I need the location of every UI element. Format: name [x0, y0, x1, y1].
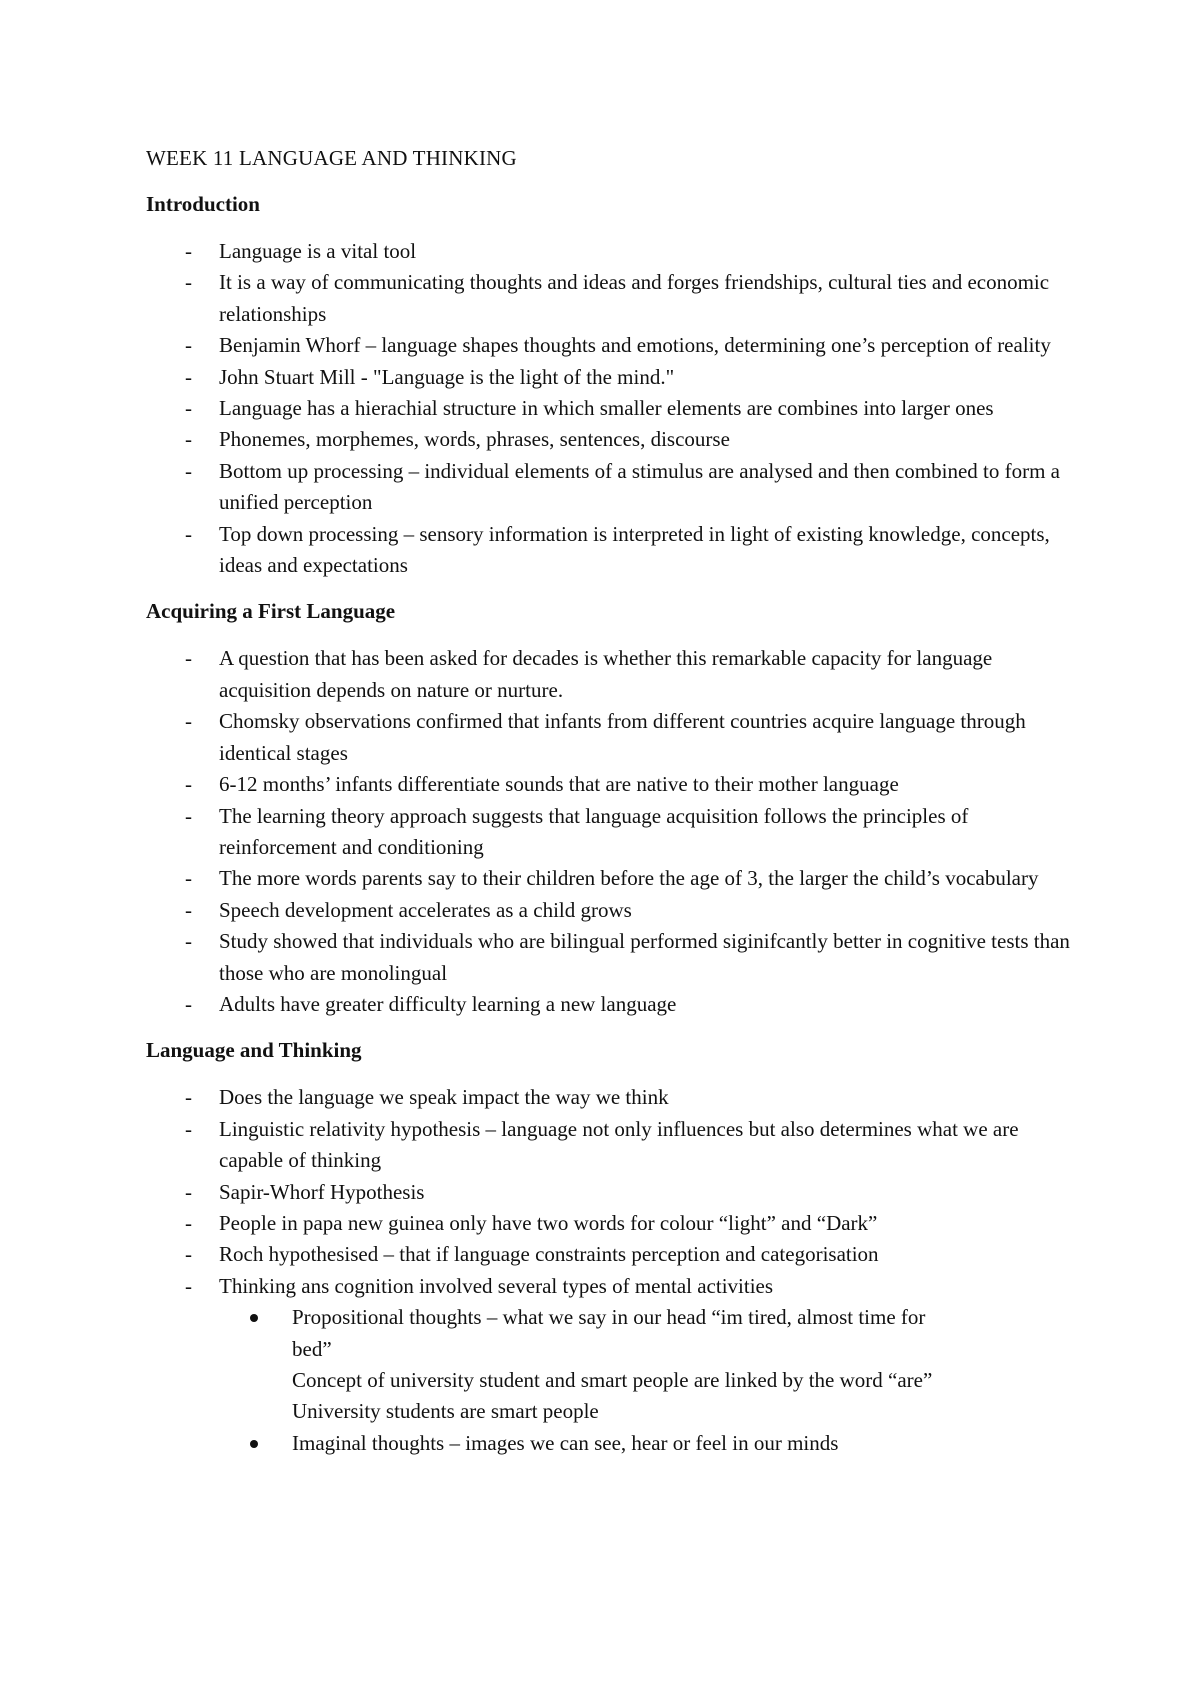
list-item [146, 393, 1076, 424]
list-item-text: Linguistic relativity hypothesis – language not only influences but also determines what we are capable of thinking [219, 1116, 1019, 1173]
list-item [146, 989, 1076, 1020]
dash-bullet: - [185, 929, 192, 954]
sublist-item-line: University students are smart people [292, 1399, 599, 1424]
sublist-item-line: Imaginal thoughts – images we can see, hear or feel in our minds [292, 1430, 839, 1455]
dash-bullet: - [185, 1179, 192, 1204]
list-item-text: Top down processing – sensory information is interpreted in light of existing knowledge, concepts, ideas and expectations [219, 521, 1050, 578]
round-bullet-icon [250, 1440, 258, 1448]
list-item-text: Study showed that individuals who are bilingual performed siginifcantly better in cognitive tests than those who are monolingual [219, 929, 1070, 985]
list-item [146, 456, 1076, 519]
sublist-item [219, 1302, 1076, 1428]
dash-bullet: - [185, 709, 192, 734]
list-item [146, 769, 1076, 800]
dash-bullet: - [185, 866, 192, 891]
list-item [146, 424, 1076, 455]
list-item-text: Language is a vital tool [219, 239, 417, 263]
introduction-list [146, 236, 1076, 581]
section-heading-introduction: Introduction [146, 192, 260, 216]
list-item-text: It is a way of communicating thoughts and ideas and forges friendships, cultural ties and economic relationships [219, 270, 1050, 326]
list-item-text: John Stuart Mill - "Language is the light of the mind." [219, 364, 675, 389]
list-item-text: The learning theory approach suggests that language acquisition follows the principles of reinforcement and conditioning [219, 803, 969, 859]
dash-bullet: - [185, 364, 192, 389]
list-item [146, 1208, 1076, 1239]
sublist-item-line: Propositional thoughts – what we say in our head “im tired, almost time for [292, 1305, 926, 1330]
sublist-item-line: Concept of university student and smart people are linked by the word “are” [292, 1368, 933, 1392]
list-item [146, 895, 1076, 926]
sublist-item-line: bed” [292, 1336, 332, 1361]
list-item-text: Phonemes, morphemes, words, phrases, sentences, discourse [219, 427, 730, 452]
list-item-text: Adults have greater difficulty learning a new language [219, 991, 677, 1016]
dash-bullet: - [185, 646, 192, 671]
list-item-text: Chomsky observations confirmed that infants from different countries acquire language through identical stages [219, 709, 1026, 765]
dash-bullet: - [185, 991, 192, 1016]
dash-bullet: - [185, 1116, 192, 1141]
document-body [146, 144, 1076, 1459]
list-item [146, 362, 1076, 393]
list-item [146, 1271, 1076, 1459]
list-item [146, 236, 1076, 267]
dash-bullet: - [185, 333, 192, 358]
list-item-text: Thinking ans cognition involved several types of mental activities [219, 1273, 774, 1298]
list-item [146, 330, 1076, 361]
list-item [146, 926, 1076, 989]
list-item-text: Roch hypothesised – that if language constraints perception and categorisation [219, 1242, 879, 1267]
list-item [146, 1177, 1076, 1208]
list-item-text: Sapir-Whorf Hypothesis [219, 1179, 425, 1204]
list-item [146, 519, 1076, 582]
list-item [146, 643, 1076, 706]
list-item-text: People in papa new guinea only have two words for colour “light” and “Dark” [219, 1210, 878, 1235]
list-item [146, 706, 1076, 769]
list-item [146, 1082, 1076, 1113]
list-item [146, 1239, 1076, 1270]
dash-bullet: - [185, 897, 192, 922]
list-item [146, 801, 1076, 864]
sublist-item [219, 1428, 1076, 1459]
round-bullet-icon [250, 1314, 258, 1322]
dash-bullet: - [185, 1242, 192, 1267]
acquiring-language-list [146, 643, 1076, 1020]
section-heading-language-and-thinking: Language and Thinking [146, 1038, 362, 1063]
list-item [146, 1114, 1076, 1177]
language-thinking-list [146, 1082, 1076, 1459]
list-item-text: A question that has been asked for decades is whether this remarkable capacity for language acquisition depends on nature or nurture. [219, 646, 993, 702]
document-title: WEEK 11 LANGUAGE AND THINKING [146, 146, 517, 170]
dash-bullet: - [185, 427, 192, 452]
list-item-text: 6-12 months’ infants differentiate sounds that are native to their mother language [219, 772, 899, 797]
dash-bullet: - [185, 270, 192, 295]
dash-bullet: - [185, 458, 192, 483]
dash-bullet: - [185, 1273, 192, 1298]
list-item-text: Speech development accelerates as a child grows [219, 897, 632, 922]
list-item-text: Does the language we speak impact the way we think [219, 1085, 669, 1110]
dash-bullet: - [185, 239, 192, 263]
dash-bullet: - [185, 396, 192, 421]
list-item-text: Benjamin Whorf – language shapes thoughts and emotions, determining one’s perception of reality [219, 333, 1051, 358]
dash-bullet: - [185, 803, 192, 828]
list-item-text: The more words parents say to their children before the age of 3, the larger the child’s vocabulary [219, 866, 1039, 891]
dash-bullet: - [185, 772, 192, 797]
list-item-text: Language has a hierachial structure in which smaller elements are combines into larger ones [219, 396, 994, 421]
list-item [146, 267, 1076, 330]
dash-bullet: - [185, 1210, 192, 1235]
list-item-text: Bottom up processing – individual elements of a stimulus are analysed and then combined to form a unified perception [219, 458, 1060, 515]
mental-activities-sublist [219, 1302, 1076, 1459]
section-heading-acquiring-first-language: Acquiring a First Language [146, 599, 396, 624]
dash-bullet: - [185, 521, 192, 546]
dash-bullet: - [185, 1085, 192, 1110]
list-item [146, 863, 1076, 894]
